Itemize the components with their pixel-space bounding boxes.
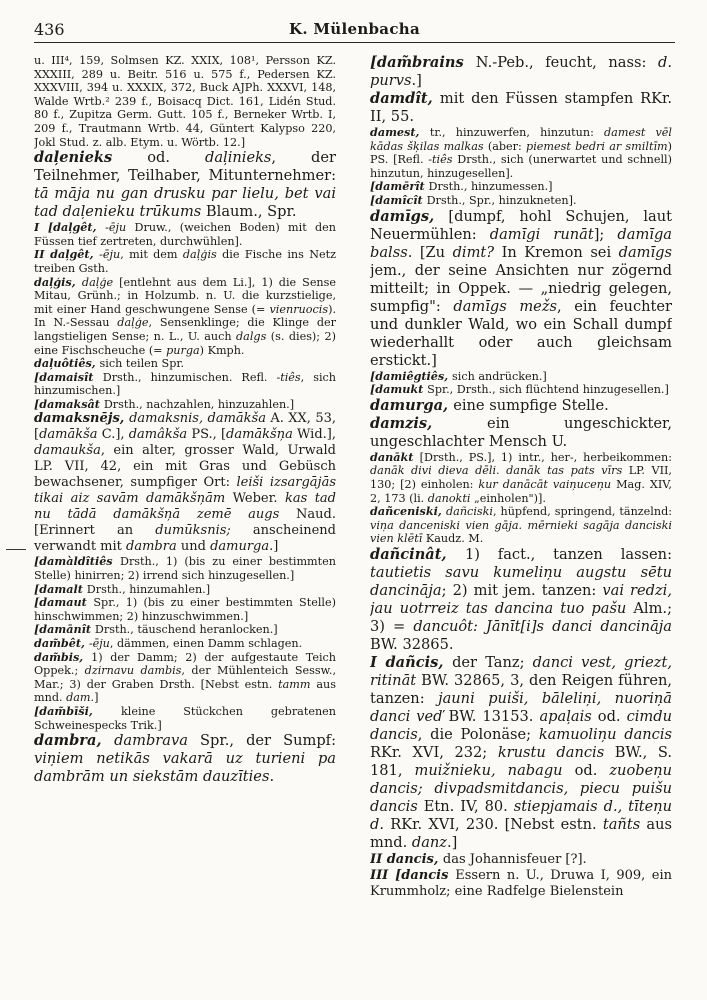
entry-text: stiepjamais d., tīteņu d. xyxy=(370,797,672,833)
dictionary-entry xyxy=(34,221,336,248)
entry-text: dancuôt: xyxy=(413,617,478,635)
entry-text: Drsth., 1) (bis zu einer bestimmten Stelle) hinirren; 2) irrend sich hinzugesellen.] xyxy=(34,555,336,583)
dictionary-entry xyxy=(34,623,336,637)
entry-text: C.], xyxy=(97,427,129,443)
entry-headword: [damukt xyxy=(370,382,428,397)
entry-text: dambrava xyxy=(114,732,188,750)
entry-text: tr., hinzuwerfen, hinzutun: xyxy=(429,126,605,139)
entry-text: Drsth., nachzahlen, hinzuzahlen.] xyxy=(103,397,295,411)
entry-text: LP. VII, 130; [2) einholen: xyxy=(370,464,672,491)
entry-text: daļģis xyxy=(182,248,217,262)
entry-text: tautietis savu kumeliņu augstu sētu dancināja xyxy=(370,563,672,599)
entry-text: kas tad nu tādā damākšņā zemē augs xyxy=(34,491,336,523)
entry-text: leiši izsargājās tikai aiz savām damākšņām xyxy=(34,475,336,507)
entry-text: , ein alter, grosser Wald, Urwald LP. VII, 42, ein mit Gras und Gebüsch bewachsener, sumpfiger Ort: xyxy=(34,443,336,491)
entry-text: vienruocis xyxy=(269,302,329,316)
entry-text: (aber: xyxy=(483,139,527,153)
entry-text: damīgs xyxy=(618,243,672,261)
entry-text: aus mnd. xyxy=(370,815,672,851)
entry-text: piemest bedri ar smiltīm xyxy=(526,139,668,153)
entry-text: sich teilen Spr. xyxy=(99,357,185,371)
page-number: 436 xyxy=(34,20,65,39)
entry-text: Druw., (weichen Boden) mit den Füssen tief zertreten, durchwühlen]. xyxy=(34,221,336,248)
entry-text: , der Teilnehmer, Teilhaber, Mitunternehmer: xyxy=(34,149,336,185)
entry-text: od. xyxy=(591,707,627,725)
dictionary-entry xyxy=(370,90,672,126)
entry-text: BW., S. 181, xyxy=(370,743,672,779)
entry-text: ein ungeschickter, ungeschlachter Mensch U. xyxy=(370,414,672,450)
dictionary-entry xyxy=(370,397,672,415)
entry-text: Drsth., Spr., hinzukneten]. xyxy=(426,193,577,207)
entry-headword: II daļgêt, xyxy=(34,247,100,262)
entry-text: damaksnis, damākša xyxy=(129,411,266,427)
entry-text: BW. 13153. xyxy=(442,707,540,725)
entry-text: danokti xyxy=(427,491,471,505)
entry-text: viņiem netikās vakarā uz turieni pa dambrām un siekstām dauzīties xyxy=(34,750,336,786)
dictionary-entry xyxy=(34,248,336,275)
entry-text: dam xyxy=(66,691,91,705)
page-header xyxy=(34,16,675,43)
entry-text: ). In N.-Sessau xyxy=(34,302,336,330)
entry-text: dimt? xyxy=(452,243,495,261)
entry-text: , die Polonäse; xyxy=(417,725,539,743)
entry-text: muižnieku, nabagu xyxy=(414,761,563,779)
entry-text: PS., [ xyxy=(187,427,227,443)
dictionary-entry xyxy=(370,194,672,208)
entry-text: Spr., 1) (bis zu einer bestimmten Stelle) hinschwimmen; 2) hinzuschwimmen.] xyxy=(34,596,336,623)
entry-headword: danākt xyxy=(370,449,420,464)
entry-text: damurga xyxy=(210,539,270,555)
entry-text: od. xyxy=(562,761,610,779)
entry-text: ) PS. [Refl. xyxy=(370,139,672,167)
entry-text: , der Mühlenteich Sessw., Mar.; 3) der Graben Drsth. [Nebst estn. xyxy=(34,664,336,691)
entry-headword: dam̃bis, xyxy=(34,649,92,664)
entry-text: danāk divi dieva dēli xyxy=(370,464,497,478)
entry-text: danci vest, griezt, ritināt xyxy=(370,653,672,689)
entry-text: . xyxy=(496,464,507,478)
entry-text: d. purvs xyxy=(370,54,672,89)
entry-text: -ēju xyxy=(99,248,121,262)
entry-text: RKr. XVI, 230. [Nebst estn. xyxy=(383,815,603,833)
dictionary-entry xyxy=(370,505,672,546)
entry-text: das Johannisfeuer [?]. xyxy=(442,851,587,867)
entry-text: , mit dem xyxy=(120,248,183,262)
entry-headword: [dam̃bīši, xyxy=(34,704,121,718)
dictionary-entry xyxy=(34,705,336,732)
entry-text: damākša xyxy=(39,427,98,443)
entry-headword: dañcinât, xyxy=(370,545,465,563)
entry-text: damīgs mežs xyxy=(453,297,557,315)
entry-text: kamuoliņu dancis xyxy=(538,725,672,743)
entry-text: dumūksnis; xyxy=(155,523,231,539)
entry-text: BW. 32865. xyxy=(370,635,454,653)
entry-text: .] xyxy=(90,691,99,705)
entry-text: „einholen")]. xyxy=(470,491,546,505)
entry-text: (s. dies); 2) eine Fischscheuche (= xyxy=(34,329,336,357)
dictionary-entry xyxy=(370,383,672,397)
entry-text: .] xyxy=(269,539,279,555)
entry-text: u. III⁴, 159, Solmsen KZ. XXIX, 108¹, Persson KZ. XXXIII, 289 u. Beitr. 516 u. 575 f., Pedersen KZ. XXXVIII, 394 u. XXXIX, 372, Buck AJPh. XXXVI, 148, Walde Wrtb.² 239 f., Boisacq Dict. 161, Lidén Stud. 80 f., Zupitza Germ. Gutt. 105 f., Berneker Wrtb. I, 209 f., Trautmann Wrtb. 44, Güntert Kalypso 220, Jokl Stud. z. alb. Etym. u. Wörtb. 12.] xyxy=(34,54,336,149)
entry-text: Drsth., hinzumahlen.] xyxy=(86,582,211,596)
entry-text: Essern n. U., Druwa I, 909, ein Krummholz; eine Radfelge Bielenstein xyxy=(370,867,672,899)
entry-text: [Erinnert an xyxy=(34,523,156,539)
entry-headword: daļenieks xyxy=(34,149,113,167)
entry-headword: damaksnējs, xyxy=(34,411,130,427)
entry-headword: dambra, xyxy=(34,732,115,750)
entry-headword: damest, xyxy=(370,125,430,139)
entry-headword: dañceniski, xyxy=(370,504,447,519)
entry-text: cimdu dancis xyxy=(370,707,672,743)
dictionary-entry xyxy=(370,451,672,505)
entry-text: daļģe xyxy=(81,275,114,289)
entry-text: kur danācāt vaiņuceņu xyxy=(478,477,612,491)
entry-text: [entlehnt aus dem Li.], 1) die Sense Mitau, Grünh.; in Holzumb. n. U. die kurzstielige, mit einer Hand geschwungene Sense (= xyxy=(34,275,336,316)
entry-text: ]; xyxy=(593,225,618,243)
dictionary-entry xyxy=(34,637,336,651)
entry-text: A. XX, 53, [ xyxy=(34,411,336,443)
entry-text: damâkša xyxy=(128,427,188,443)
entry-headword: [damaut xyxy=(34,595,94,610)
entry-text: In Kremon sei xyxy=(494,243,619,261)
dictionary-entry xyxy=(370,208,672,370)
dictionary-entry xyxy=(370,415,672,451)
entry-text: N.-Peb., feucht, nass: xyxy=(475,54,659,71)
entry-text: Mag. XIV, 2, 173 (li. xyxy=(370,477,672,505)
entry-text: Spr., der Sumpf: xyxy=(187,732,336,750)
entry-text: od. xyxy=(112,149,205,167)
entry-text: danz xyxy=(411,833,447,851)
entry-text: jauni puiši, bāleliņi, nuoriņā danci veď xyxy=(370,689,672,725)
entry-headword: I dañcis, xyxy=(370,653,453,671)
entry-headword: damzis, xyxy=(370,414,487,432)
entry-text: Etn. IV, 80. xyxy=(417,797,514,815)
entry-headword: [dam̃brains xyxy=(370,54,476,71)
entry-headword: [damàldîtiês xyxy=(34,554,120,569)
entry-text: dañciski xyxy=(446,505,493,519)
entry-text: mit den Füssen stampfen RKr. II, 55. xyxy=(370,90,672,125)
entry-text: daļģe xyxy=(117,316,149,330)
entry-text: dalgs xyxy=(236,329,267,343)
entry-text: danāk tas pats vīrs xyxy=(506,464,623,478)
entry-text: , dämmen, einen Damm schlagen. xyxy=(109,637,303,651)
entry-text: zuobeņu dancis; divpadsmitdancis, piecu puišu dancis xyxy=(370,761,672,815)
entry-text: damīga balss xyxy=(370,225,672,261)
entry-text: Blaum., Spr. xyxy=(201,203,297,221)
entry-text: RKr. XVI, 232; xyxy=(370,743,498,761)
entry-text: Naud. xyxy=(279,507,336,523)
entry-text: [Zu xyxy=(419,243,453,261)
entry-headword: damdît, xyxy=(370,90,440,107)
entry-text xyxy=(478,618,486,635)
dictionary-entry xyxy=(34,276,336,358)
dictionary-entry xyxy=(370,54,672,90)
entry-headword: [damērît xyxy=(370,179,429,194)
dictionary-entry xyxy=(34,371,336,398)
entry-headword: [damaksât xyxy=(34,396,104,411)
entry-text: [Drsth., PS.], 1) intr., her-, herbeikommen: xyxy=(419,450,672,464)
entry-text: Drsth., täuschend heranlocken.] xyxy=(94,623,278,637)
entry-text: purga xyxy=(166,343,200,357)
dictionary-entry xyxy=(34,583,336,597)
entry-text: . xyxy=(269,768,275,786)
running-title: K. Mülenbacha xyxy=(288,20,420,38)
entry-text: Drsth., hinzumischen. Refl. xyxy=(102,370,277,384)
dictionary-entry xyxy=(34,651,336,705)
entry-text: aus mnd. xyxy=(34,677,336,705)
margin-mark xyxy=(6,549,26,550)
entry-text: .] xyxy=(411,72,422,89)
entry-headword: [damalt xyxy=(34,581,87,596)
entry-text: krustu dancis xyxy=(497,743,605,761)
entry-headword: dam̃bêt, xyxy=(34,636,89,651)
entry-text: kleine Stückchen gebratenen Schweinespecks Trik.] xyxy=(34,705,336,732)
entry-headword: [damaisît xyxy=(34,369,103,384)
entry-headword: [damîcît xyxy=(370,192,427,207)
entry-text: -tiês xyxy=(428,153,453,167)
entry-text: die Fische ins Netz treiben Gsth. xyxy=(34,248,336,275)
entry-text: BW. 32865, 3, den Reigen führen, tanzen: xyxy=(370,671,672,707)
dictionary-entry xyxy=(370,868,672,900)
dictionary-entry xyxy=(370,180,672,194)
entry-text: Alm.; 3) = xyxy=(370,599,672,635)
entry-text: damākšņa xyxy=(226,427,293,443)
dictionary-entry xyxy=(34,732,336,786)
entry-text: 1) der Damm; 2) der aufgestaute Teich Oppek.; xyxy=(34,650,336,678)
dictionary-entry xyxy=(34,54,336,149)
entry-text: ; 2) mit jem. tanzen: xyxy=(441,581,603,599)
entry-text: tamm xyxy=(278,677,311,691)
dictionary-entry xyxy=(34,411,336,555)
right-column xyxy=(370,54,672,989)
entry-text: Weber. xyxy=(225,491,285,507)
entry-headword: damīgs, xyxy=(370,207,449,225)
entry-headword: II dancis, xyxy=(370,851,443,867)
entry-text: , hüpfend, springend, tänzelnd: xyxy=(493,505,672,519)
entry-text: viņa danceniski vien gāja. mērnieki sagāja danciski vien klētī xyxy=(370,518,672,546)
entry-text: anscheinend verwandt mit xyxy=(34,523,336,555)
entry-text: damīgi runāt xyxy=(489,225,594,243)
entry-text: Kaudz. M. xyxy=(422,532,484,546)
entry-text: .] xyxy=(447,833,458,851)
entry-text: tā māja nu gan drusku par lielu, bet vai tad daļenieku trūkums xyxy=(34,185,336,221)
entry-text: dzirnavu dambis xyxy=(84,664,182,678)
dictionary-entry xyxy=(370,654,672,852)
entry-text: ) Kmph. xyxy=(199,343,245,357)
dictionary-entry xyxy=(370,126,672,180)
entry-text: 1) fact., tanzen lassen: xyxy=(464,545,672,563)
entry-text: vai redzi, jau uotrreiz tas dancina tuo pašu xyxy=(370,581,672,617)
entry-text: -ēju xyxy=(88,637,110,651)
entry-text: Jānīt[i]s danci dancināja xyxy=(485,617,672,635)
entry-text: -tiês xyxy=(276,370,301,384)
entry-headword: I [daļgêt, xyxy=(34,220,106,235)
dictionary-entry xyxy=(34,149,336,221)
dictionary-entry xyxy=(370,852,672,868)
entry-text: Spr., Drsth., sich flüchtend hinzugesellen.] xyxy=(427,383,669,397)
entry-text: eine sumpfige Stelle. xyxy=(453,396,609,414)
entry-headword: daļuôtiês, xyxy=(34,356,100,371)
entry-text: und xyxy=(176,539,211,555)
dictionary-entry xyxy=(370,546,672,654)
entry-text: damest vēl kādas šķilas malkas xyxy=(370,126,672,153)
entry-text: Drsth., sich (unerwartet und schnell) hinzutun, hinzugesellen]. xyxy=(370,153,672,180)
entry-headword: III [dancis xyxy=(370,867,456,883)
entry-text: , ein feuchter und dunkler Wald, wo ein Schall dumpf wiederhallt oder auch gleichsam erstickt.] xyxy=(370,297,672,369)
entry-headword: [damiêgtiês, xyxy=(370,368,453,383)
entry-text: dambra xyxy=(126,539,177,555)
entry-text: . xyxy=(407,243,420,261)
dictionary-entry xyxy=(370,370,672,384)
entry-text: , sich hinzumischen.] xyxy=(34,370,336,398)
entry-headword: [damānît xyxy=(34,622,95,637)
entry-text: apaļais xyxy=(539,707,592,725)
entry-text: tañts xyxy=(602,815,641,833)
entry-text: Wid.], xyxy=(292,427,336,443)
entry-headword: daļģis, xyxy=(34,274,82,289)
dictionary-entry xyxy=(34,555,336,582)
entry-text: damaukša xyxy=(34,443,101,459)
entry-text: der Tanz; xyxy=(452,653,533,671)
entry-text: -ēju xyxy=(105,221,127,235)
entry-text: sich andrücken.] xyxy=(452,369,547,383)
dictionary-entry xyxy=(34,596,336,623)
dictionary-entry xyxy=(34,357,336,371)
entry-text: Drsth., hinzumessen.] xyxy=(428,180,553,194)
entry-headword: damurga, xyxy=(370,396,454,414)
left-column xyxy=(34,54,336,989)
entry-text: daļinieks xyxy=(205,149,272,167)
entry-text: , Sensenklinge; die Klinge der langstieligen Sense; n. L., U. auch xyxy=(34,316,336,343)
dictionary-entry xyxy=(34,398,336,412)
entry-text: jem., der seine Ansichten nur zögernd mitteilt; in Oppek. — „niedrig gelegen, sumpfig": xyxy=(370,261,672,315)
entry-text: [dumpf, hohl Schujen, laut Neuermühlen: xyxy=(370,207,672,243)
